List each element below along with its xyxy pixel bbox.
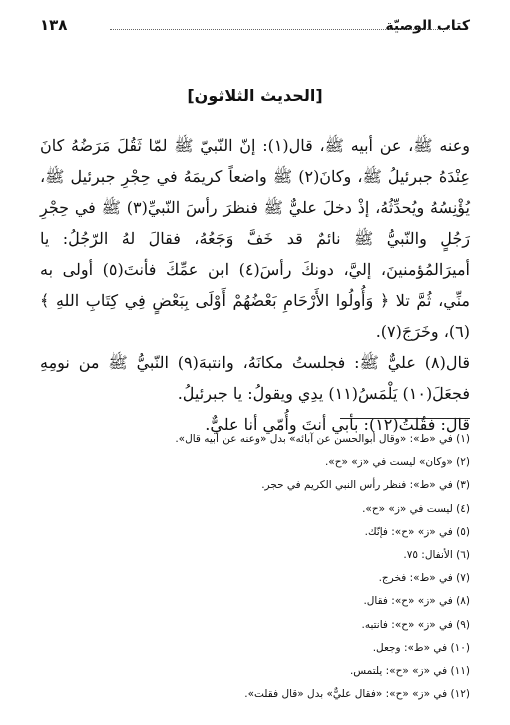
footnote: (١٢) في «ز» «ح»: «فقال عليٌّ» بدل «قال فقلت». [244,688,470,701]
footnote: (٧) في «ط»: فخرج. [378,572,470,585]
footnote: (٣) في «ط»: فنظر رأس النبي الكريم في حجر. [261,479,470,492]
footnote: (٩) في «ز» «ح»: فانتبه. [361,618,470,631]
footnote-separator [340,418,470,419]
hadith-text [40,130,470,440]
body-paragraph: وعنه ﷺ، عن أبيه ﷺ، قال(١): إنّ النّبيّ ﷺ لمّا ثَقُلَ مَرَضُهُ كانَ عِنْدَهُ جبرئيلُ ﷺ، وكانَ(٢) ﷺ واضعاً كريمَهُ في حِجْرِ جبرئيل ﷺ، يُؤْنِسُهُ ويُحدِّثُهُ، إذْ دخلَ عليٌّ ﷺ فنظرَ رأسَ النّبيِّ(٣) ﷺ في حِجْرِ رَجُلٍ والنّبيُّ ﷺ نائمٌ قد خَفَّ وَجَعُهُ، فقالَ لهُ الرّجُلُ: يا أميرَالمُؤمنينَ، إليَّ، دونكَ رأسَ(٤) ابن عمِّكَ فأنتَ(٥) أولى به منِّي، ثُمَّ تلا ﴿ وَأُولُوا الأَرْحَامِ بَعْضُهُمْ أَوْلَى بِبَعْضٍ فِي كِتَابِ اللهِ ﴾(٦)، وخَرَجَ(٧). [40,136,471,341]
footnote: (٥) في «ز» «ح»: فإنّك. [364,525,470,538]
header-dotted-leader [110,29,450,30]
body-paragraph: قال: فقُلتُ(١٢): بأبي أنتَ وأُمّي أنا عليٌّ. [205,415,470,434]
footnote: (٢) «وكان» ليست في «ز» «ح». [324,456,470,469]
footnotes [40,428,470,706]
footnote: (٤) ليست في «ز» «ح». [362,502,470,515]
book-title: كتاب الوصيّة [385,18,470,34]
body-paragraph: قال(٨) عليٌّ ﷺ: فجلستُ مكانَهُ، وانتبهَ(٩) النّبيُّ ﷺ من نومِهِ فجعَلَ(١٠) يَلْمَسُ(١١) يدِي ويقولُ: يا جبرئيلُ. [40,353,470,403]
footnote: (١٠) في «ط»: وجعل. [372,641,470,654]
footnote: (٨) في «ز» «ح»: فقال. [363,595,470,608]
footnote: (١١) في «ز» «ح»: يلتمس. [349,665,470,678]
hadith-title: [الحديث الثلاثون] [187,86,323,105]
footnote: (١) في «ط»: «وقال أبوالحسن عن آبائه» بدل «وعنه عن أبيه قال». [175,433,470,445]
page-number: ١٣٨ [40,16,68,34]
footnote: (٦) الأنفال: ٧٥. [403,549,470,562]
running-header [40,12,470,34]
